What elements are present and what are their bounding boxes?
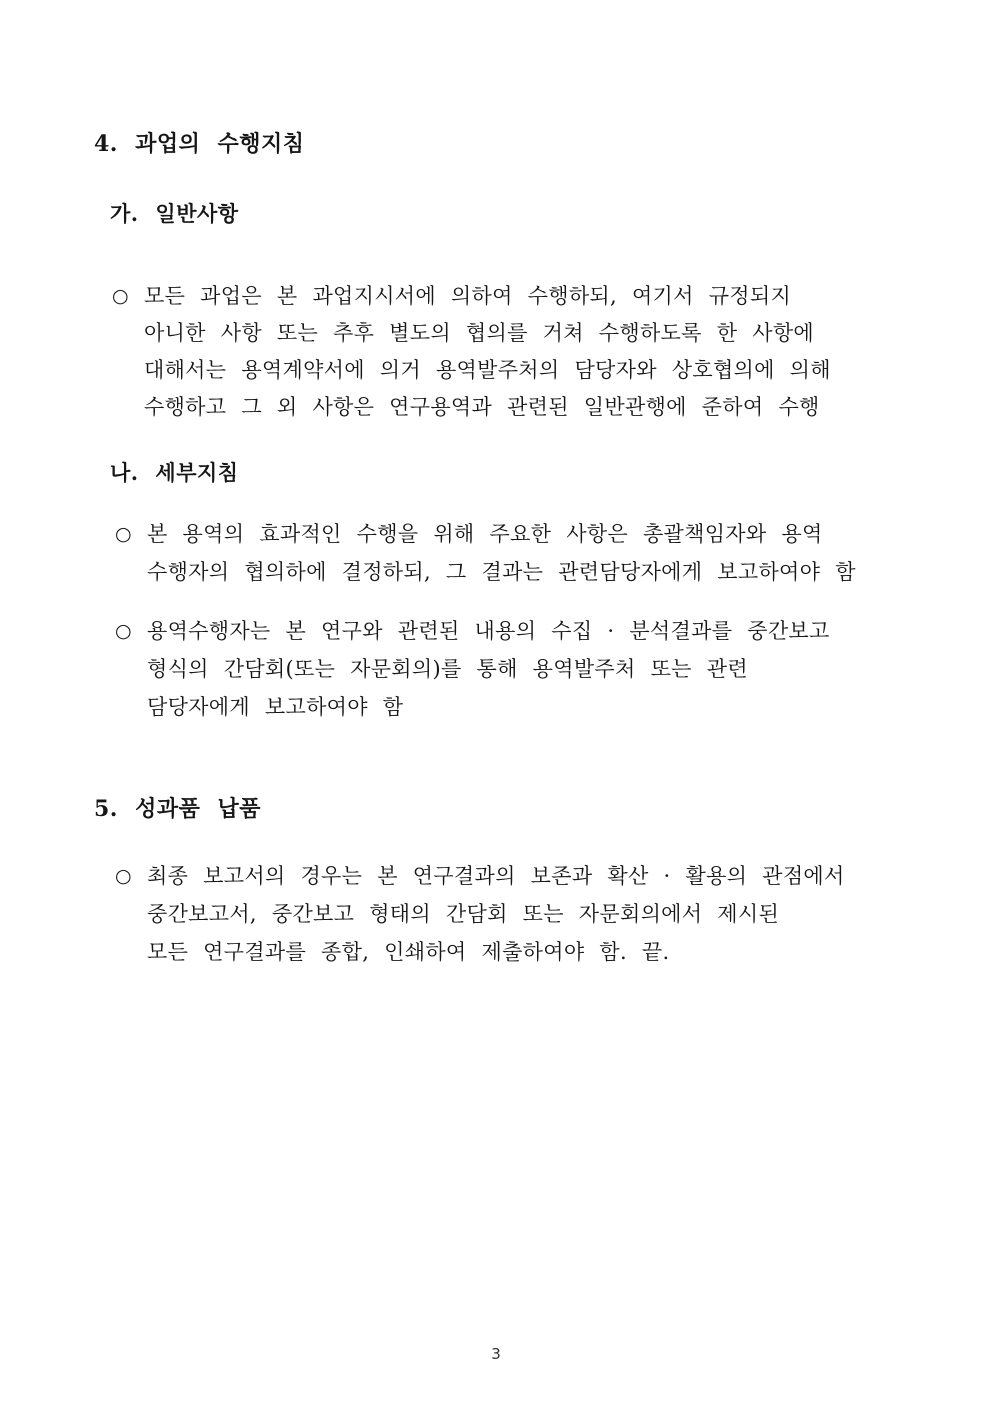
circle-bullet-icon: ○ [112,285,129,307]
circle-bullet-icon: ○ [115,620,132,642]
section-na-bullet-2 [115,612,925,726]
body-line: 수행자의 협의하에 결정하되, 그 결과는 관련담당자에게 보고하여야 함 [147,560,856,584]
body-line: 수행하고 그 외 사항은 연구용역과 관련된 일반관행에 준하여 수행 [144,395,820,419]
section-5-bullet-1 [115,857,925,971]
section-4-heading: 4. 과업의 수행지침 [94,131,305,157]
bullet-text [147,612,925,726]
body-line: 담당자에게 보고하여야 함 [147,695,404,719]
body-line: 아니한 사항 또는 추후 별도의 협의를 거쳐 수행하도록 한 사항에 [144,321,815,345]
body-line: 최종 보고서의 경우는 본 연구결과의 보존과 확산 · 활용의 관점에서 [147,864,845,888]
body-line: 모든 연구결과를 종합, 인쇄하여 제출하여야 함. 끝. [147,940,670,964]
page-number: 3 [491,1345,501,1363]
section-ga-heading: 가. 일반사항 [110,201,239,226]
section-na-bullet-1 [115,515,925,591]
bullet-text [147,515,925,591]
body-line: 형식의 간담회(또는 자문회의)를 통해 용역발주처 또는 관련 [147,657,748,681]
body-line: 대해서는 용역계약서에 의거 용역발주처의 담당자와 상호협의에 의해 [144,358,831,382]
bullet-text [144,278,922,426]
section-ga-bullet-1 [112,278,922,426]
section-5-heading: 5. 성과품 납품 [94,796,262,822]
circle-bullet-icon: ○ [115,865,132,887]
body-line: 본 용역의 효과적인 수행을 위해 주요한 사항은 총괄책임자와 용역 [147,522,823,546]
circle-bullet-icon: ○ [115,523,132,545]
bullet-text [147,857,925,971]
body-line: 중간보고서, 중간보고 형태의 간담회 또는 자문회의에서 제시된 [147,902,780,926]
body-line: 모든 과업은 본 과업지시서에 의하여 수행하되, 여기서 규정되지 [144,284,792,308]
section-na-heading: 나. 세부지침 [110,460,239,485]
body-line: 용역수행자는 본 연구와 관련된 내용의 수집 · 분석결과를 중간보고 [147,619,830,643]
